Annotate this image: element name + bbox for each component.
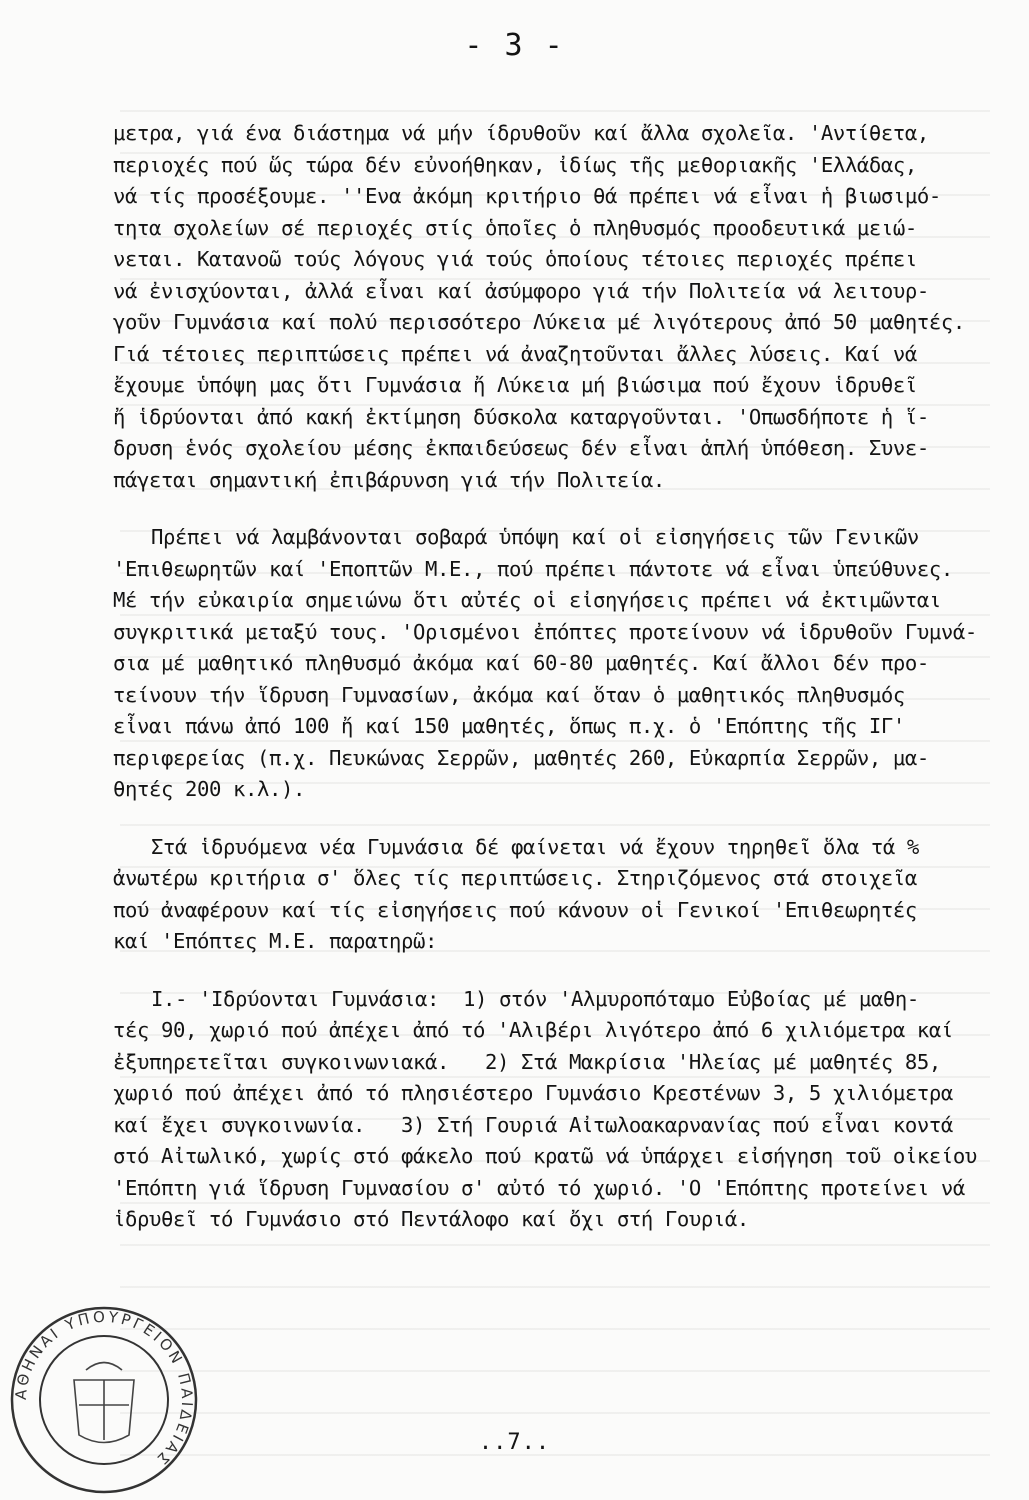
continuation-mark: ..7.. [478, 1430, 551, 1455]
text-line: στό Αἰτωλικό, χωρίς στό φάκελο πού κρατῶ νά ὑπάρχει εἰσήγηση τοῦ οἰκείου [113, 1144, 977, 1168]
text-line: ἱδρυθεῖ τό Γυμνάσιο στό Πεντάλοφο καί ὄχι στή Γουριά. [113, 1207, 749, 1231]
text-line: δρυση ἑνός σχολείου μέσης ἐκπαιδεύσεως δέν εἶναι ἁπλή ὑπόθεση. Συνε- [113, 436, 929, 460]
svg-text:ΑΘΗΝΑΙ ΥΠΟΥΡΓΕΙΟΝ ΠΑΙΔΕΙΑΣ: ΑΘΗΝΑΙ ΥΠΟΥΡΓΕΙΟΝ ΠΑΙΔΕΙΑΣ [11, 1307, 197, 1470]
text-line: Στά ἱδρυόμενα νέα Γυμνάσια δέ φαίνεται νά ἔχουν τηρηθεῖ ὅλα τά % [151, 834, 919, 859]
text-line: τητα σχολείων σέ περιοχές στίς ὁποῖες ὁ πληθυσμός προοδευτικά μειώ- [113, 215, 917, 240]
text-line: Γιά τέτοιες περιπτώσεις πρέπει νά ἀναζητοῦνται ἄλλες λύσεις. Καί νά [113, 341, 917, 366]
text-line: Πρέπει νά λαμβάνονται σοβαρά ὑπόψη καί οἱ εἰσηγήσεις τῶν Γενικῶν [151, 525, 919, 549]
text-line: ἐξυπηρετεῖται συγκοινωνιακά. 2) Στά Μακρίσια 'Ηλείας μέ μαθητές 85, [113, 1049, 941, 1074]
paragraph-gap [113, 806, 985, 832]
text-line: νά ἐνισχύονται, ἀλλά εἶναι καί ἀσύμφορο γιά τήν Πολιτεία νά λειτουρ- [113, 278, 929, 303]
text-line: Μέ τήν εὐκαιρία σημειώνω ὅτι αὐτές οἱ εἰσηγήσεις πρέπει νά ἐκτιμῶνται [113, 588, 941, 612]
text-line: σια μέ μαθητικό πληθυσμό ἀκόμα καί 60-80 μαθητές. Καί ἄλλοι δέν προ- [113, 651, 929, 675]
official-seal-stamp [4, 1300, 204, 1500]
paragraph-gap [113, 496, 985, 522]
text-line: συγκριτικά μεταξύ τους. 'Ορισμένοι ἐπόπτες προτείνουν νά ἱδρυθοῦν Γυμνά- [113, 619, 977, 644]
text-line: 'Επόπτη γιά ἵδρυση Γυμνασίου σ' αὐτό τό χωριό. 'Ο 'Επόπτης προτείνει νά [113, 1175, 965, 1200]
text-line: πάγεται σημαντική ἐπιβάρυνση γιά τήν Πολιτεία. [113, 467, 665, 492]
text-line: τές 90, χωριό πού ἀπέχει ἀπό τό 'Αλιβέρι λιγότερο ἀπό 6 χιλιόμετρα καί [113, 1018, 953, 1042]
text-line: τείνουν τήν ἵδρυση Γυμνασίων, ἀκόμα καί ὅταν ὁ μαθητικός πληθυσμός [113, 682, 905, 707]
text-line: ἔχουμε ὑπόψη μας ὅτι Γυμνάσια ἤ Λύκεια μή βιώσιμα πού ἔχουν ἱδρυθεῖ [113, 373, 917, 397]
text-line: μετρα, γιά ένα διάστημα νά μήν ίδρυθοῦν καί ἄλλα σχολεῖα. 'Αντίθετα, [113, 121, 929, 145]
text-line: ἤ ἱδρύονται ἀπό κακή ἐκτίμηση δύσκολα καταργοῦνται. 'Οπωσδήποτε ἡ ἵ- [113, 404, 929, 429]
text-line: 'Επιθεωρητῶν καί 'Εποπτῶν Μ.Ε., πού πρέπει πάντοτε νά εἶναι ὑπεύθυνες. [113, 556, 953, 581]
paragraph-gap [113, 958, 985, 984]
text-line: νεται. Κατανοῶ τούς λόγους γιά τούς ὁποίους τέτοιες περιοχές πρέπει [113, 247, 917, 271]
text-line: χωριό πού ἀπέχει ἀπό τό πλησιέστερο Γυμνάσιο Κρεστένων 3, 5 χιλιόμετρα [113, 1081, 953, 1105]
body-text [113, 118, 985, 1236]
text-line: καί ἔχει συγκοινωνία. 3) Στή Γουριά Αἰτωλοακαρνανίας πού εἶναι κοντά [113, 1112, 953, 1137]
text-line: ἀνωτέρω κριτήρια σ' ὅλες τίς περιπτώσεις. Στηριζόμενος στά στοιχεῖα [113, 866, 917, 890]
text-line: νά τίς προσέξουμε. ''Ενα ἀκόμη κριτήριο θά πρέπει νά εἶναι ἡ βιωσιμό- [113, 184, 941, 208]
text-line: περιφερείας (π.χ. Πευκώνας Σερρῶν, μαθητές 260, Εὐκαρπία Σερρῶν, μα- [113, 745, 929, 770]
text-line: θητές 200 κ.λ.). [113, 777, 305, 801]
text-line: γοῦν Γυμνάσια καί πολύ περισσότερο Λύκεια μέ λιγότερους ἀπό 50 μαθητές. [113, 310, 965, 334]
text-line: εἶναι πάνω ἀπό 100 ἤ καί 150 μαθητές, ὅπως π.χ. ὁ 'Επόπτης τῆς ΙΓ' [113, 714, 905, 738]
text-line: καί 'Επόπτες Μ.Ε. παρατηρῶ: [113, 929, 437, 953]
text-line: Ι.- 'Ιδρύονται Γυμνάσια: 1) στόν 'Αλμυροπόταμο Εὐβοίας μέ μαθη- [151, 986, 919, 1011]
text-line: περιοχές πού ὥς τώρα δέν εὐνοήθηκαν, ἰδίως τῆς μεθοριακῆς 'Ελλάδας, [113, 152, 917, 177]
text-line: πού ἀναφέρουν καί τίς εἰσηγήσεις πού κάνουν οἱ Γενικοί 'Επιθεωρητές [113, 897, 917, 922]
page-number: - 3 - [464, 28, 565, 63]
